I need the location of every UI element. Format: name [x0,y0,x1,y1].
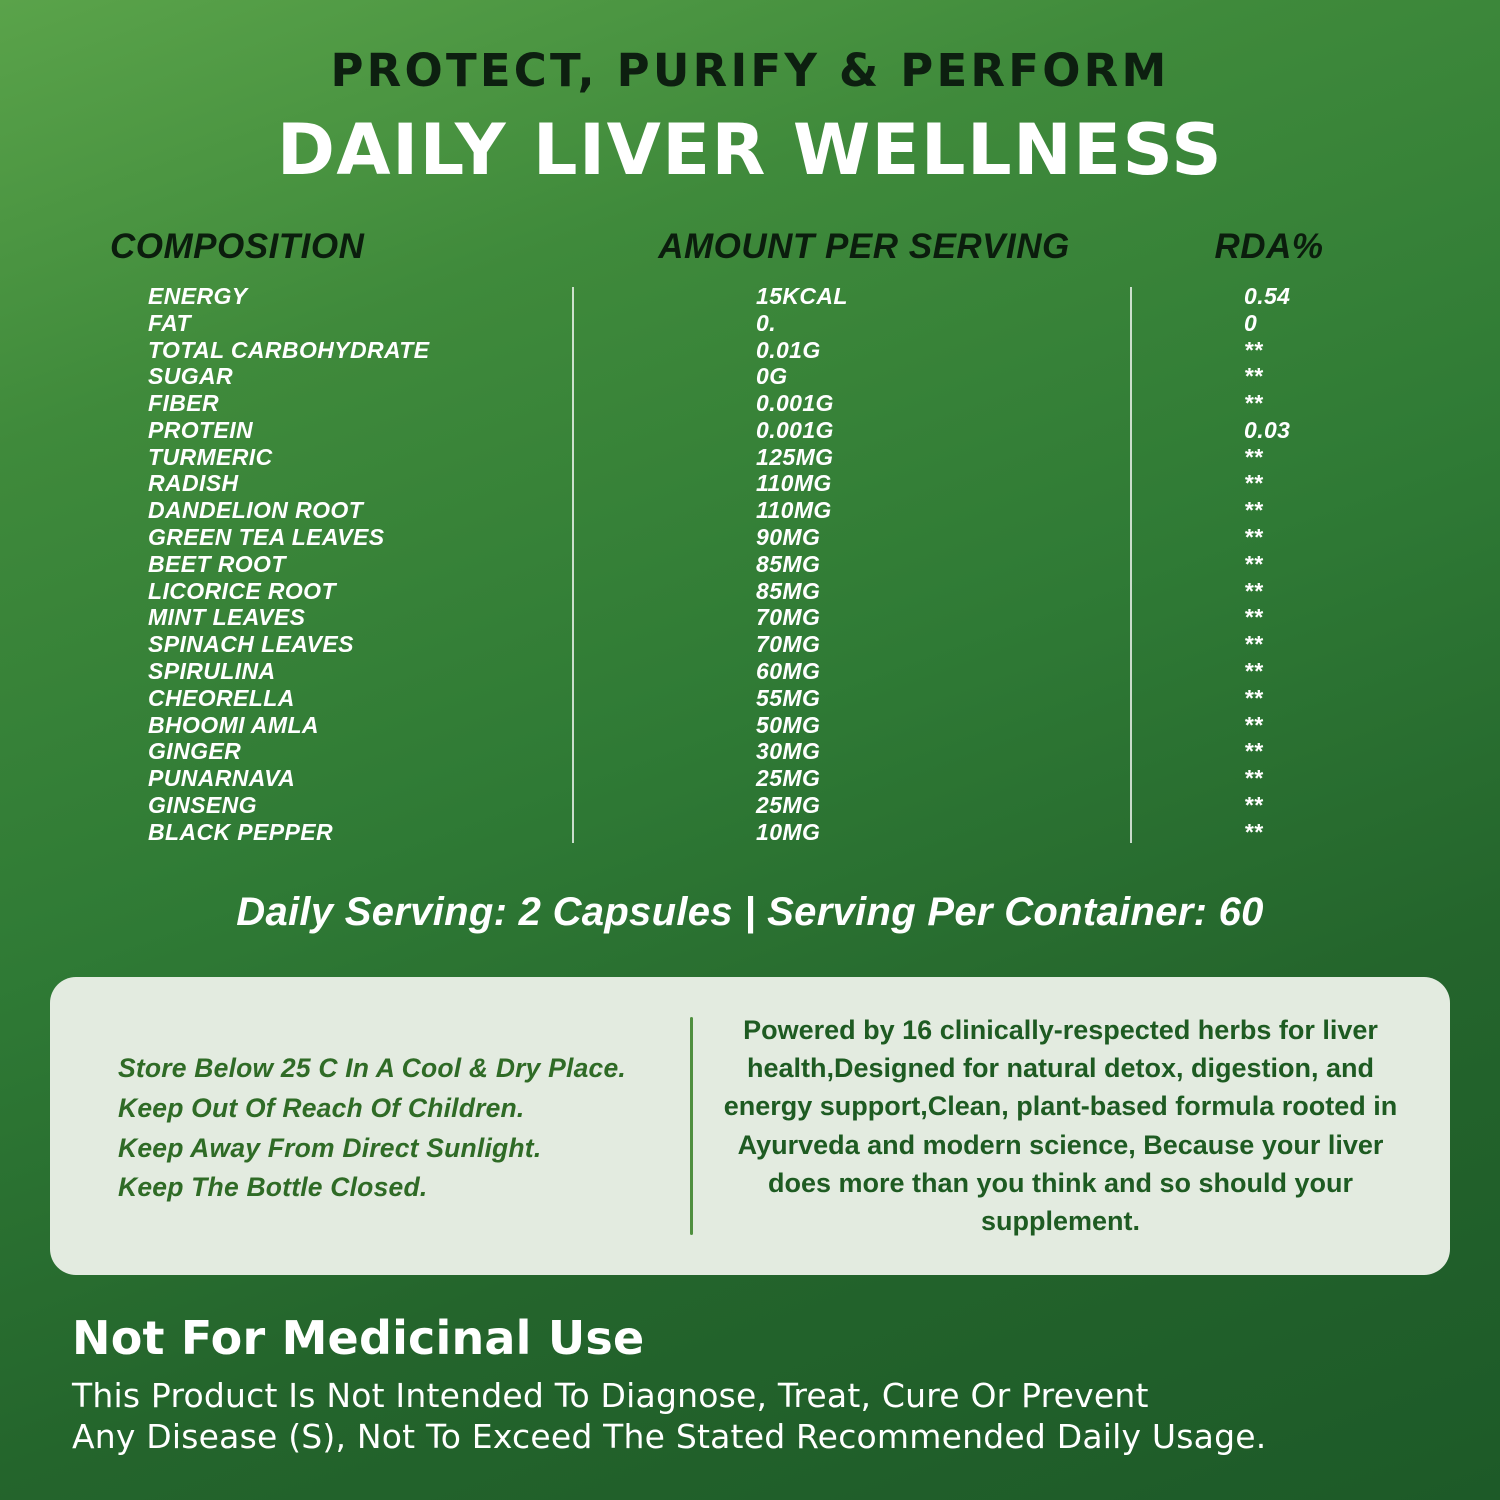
composition-table [0,227,1500,846]
row-amount: 110MG [756,470,832,497]
table-row [84,390,1416,417]
row-rda: ** [1244,577,1263,604]
table-row [84,605,1416,632]
row-amount: 0.001G [756,416,834,443]
row-composition: TURMERIC [148,443,273,470]
row-composition: PROTEIN [148,416,254,443]
row-composition: FIBER [148,390,219,417]
table-row [84,765,1416,792]
row-rda: ** [1244,336,1263,363]
row-amount: 15KCAL [756,282,848,309]
row-amount: 25MG [756,792,821,819]
table-row [84,631,1416,658]
table-row [84,524,1416,551]
row-composition: RADISH [148,470,239,497]
page-title: DAILY LIVER WELLNESS [276,109,1224,191]
row-rda: ** [1244,684,1263,711]
row-amount: 125MG [756,443,834,470]
row-composition: GREEN TEA LEAVES [148,524,385,551]
table-row [84,551,1416,578]
row-composition: ENERGY [148,282,248,309]
info-panel [50,977,1450,1275]
table-body [84,283,1416,846]
row-rda: ** [1244,658,1263,685]
row-rda: ** [1244,497,1263,524]
table-row [84,471,1416,498]
row-composition: FAT [148,309,191,336]
row-composition: BHOOMI AMLA [148,711,319,738]
table-row [84,792,1416,819]
row-rda: ** [1244,524,1263,551]
row-rda: ** [1244,390,1263,417]
row-amount: 25MG [756,765,821,792]
row-rda: ** [1244,818,1263,845]
storage-line: Keep Away From Direct Sunlight. [118,1132,542,1163]
table-row [84,363,1416,390]
row-amount: 50MG [756,711,821,738]
column-divider-2 [1130,287,1132,843]
table-row [84,658,1416,685]
footer-heading: Not For Medicinal Use [72,1310,645,1365]
row-composition: DANDELION ROOT [148,497,364,524]
label-footer [0,1275,1500,1458]
column-header-composition: COMPOSITION [110,227,365,266]
row-amount: 60MG [756,658,821,685]
row-rda: ** [1244,711,1263,738]
table-row [84,739,1416,766]
table-row [84,310,1416,337]
row-amount: 85MG [756,577,821,604]
table-row [84,417,1416,444]
table-row [84,685,1416,712]
row-composition: TOTAL CARBOHYDRATE [148,336,430,363]
row-rda: ** [1244,631,1263,658]
column-divider-1 [572,287,574,843]
footer-line-1: This Product Is Not Intended To Diagnose, Treat, Cure Or Prevent [72,1375,1149,1415]
row-rda: ** [1244,443,1263,470]
row-amount: 90MG [756,524,821,551]
row-composition: CHEORELLA [148,684,295,711]
row-rda: 0.03 [1244,416,1291,443]
serving-info: Daily Serving: 2 Capsules | Serving Per Container: 60 [236,889,1264,934]
row-composition: GINSENG [148,792,257,819]
row-composition: GINGER [148,738,242,765]
row-composition: MINT LEAVES [148,604,306,631]
table-row [84,497,1416,524]
row-composition: PUNARNAVA [148,765,296,792]
table-row [84,337,1416,364]
row-rda: ** [1244,604,1263,631]
footer-line-2: Any Disease (S), Not To Exceed The Stated Recommended Daily Usage. [72,1416,1267,1456]
table-row [84,712,1416,739]
row-rda: ** [1244,738,1263,765]
row-amount: 0.001G [756,390,834,417]
row-amount: 10MG [756,818,821,845]
row-rda: ** [1244,470,1263,497]
table-header-row [84,227,1416,267]
product-description [719,1011,1416,1241]
panel-divider [690,1017,693,1235]
table-row [84,578,1416,605]
footer-disclaimer [72,1375,1428,1458]
storage-line: Store Below 25 C In A Cool & Dry Place. [118,1053,626,1084]
row-composition: SUGAR [148,363,234,390]
table-row [84,819,1416,846]
row-rda: ** [1244,363,1263,390]
row-rda: ** [1244,550,1263,577]
row-composition: BLACK PEPPER [148,818,333,845]
row-amount: 30MG [756,738,821,765]
row-rda: 0.54 [1244,282,1291,309]
label-header [0,0,1500,191]
row-amount: 110MG [756,497,832,524]
row-rda: ** [1244,792,1263,819]
row-amount: 0G [756,363,788,390]
header-kicker: PROTECT, PURIFY & PERFORM [330,44,1170,97]
row-composition: LICORICE ROOT [148,577,336,604]
table-row [84,283,1416,310]
table-row [84,444,1416,471]
row-amount: 0.01G [756,336,821,363]
storage-line: Keep Out Of Reach Of Children. [118,1092,525,1123]
row-rda: ** [1244,765,1263,792]
row-amount: 70MG [756,604,821,631]
row-composition: SPINACH LEAVES [148,631,354,658]
row-amount: 85MG [756,550,821,577]
column-header-amount: AMOUNT PER SERVING [658,227,1070,266]
row-amount: 55MG [756,684,821,711]
row-composition: SPIRULINA [148,658,276,685]
row-amount: 0. [756,309,776,336]
storage-line: Keep The Bottle Closed. [118,1172,428,1203]
row-composition: BEET ROOT [148,550,286,577]
storage-instructions [84,1011,684,1241]
description-text: Powered by 16 clinically-respected herbs for liver health,Designed for natural detox, digestion, and energy support,Clean, plant-based formula rooted in Ayurveda and modern science, Because your liver does more than you think and so should your supplement. [723,1014,1398,1237]
row-rda: 0 [1244,309,1258,336]
row-amount: 70MG [756,631,821,658]
column-header-rda: RDA% [1214,227,1324,266]
